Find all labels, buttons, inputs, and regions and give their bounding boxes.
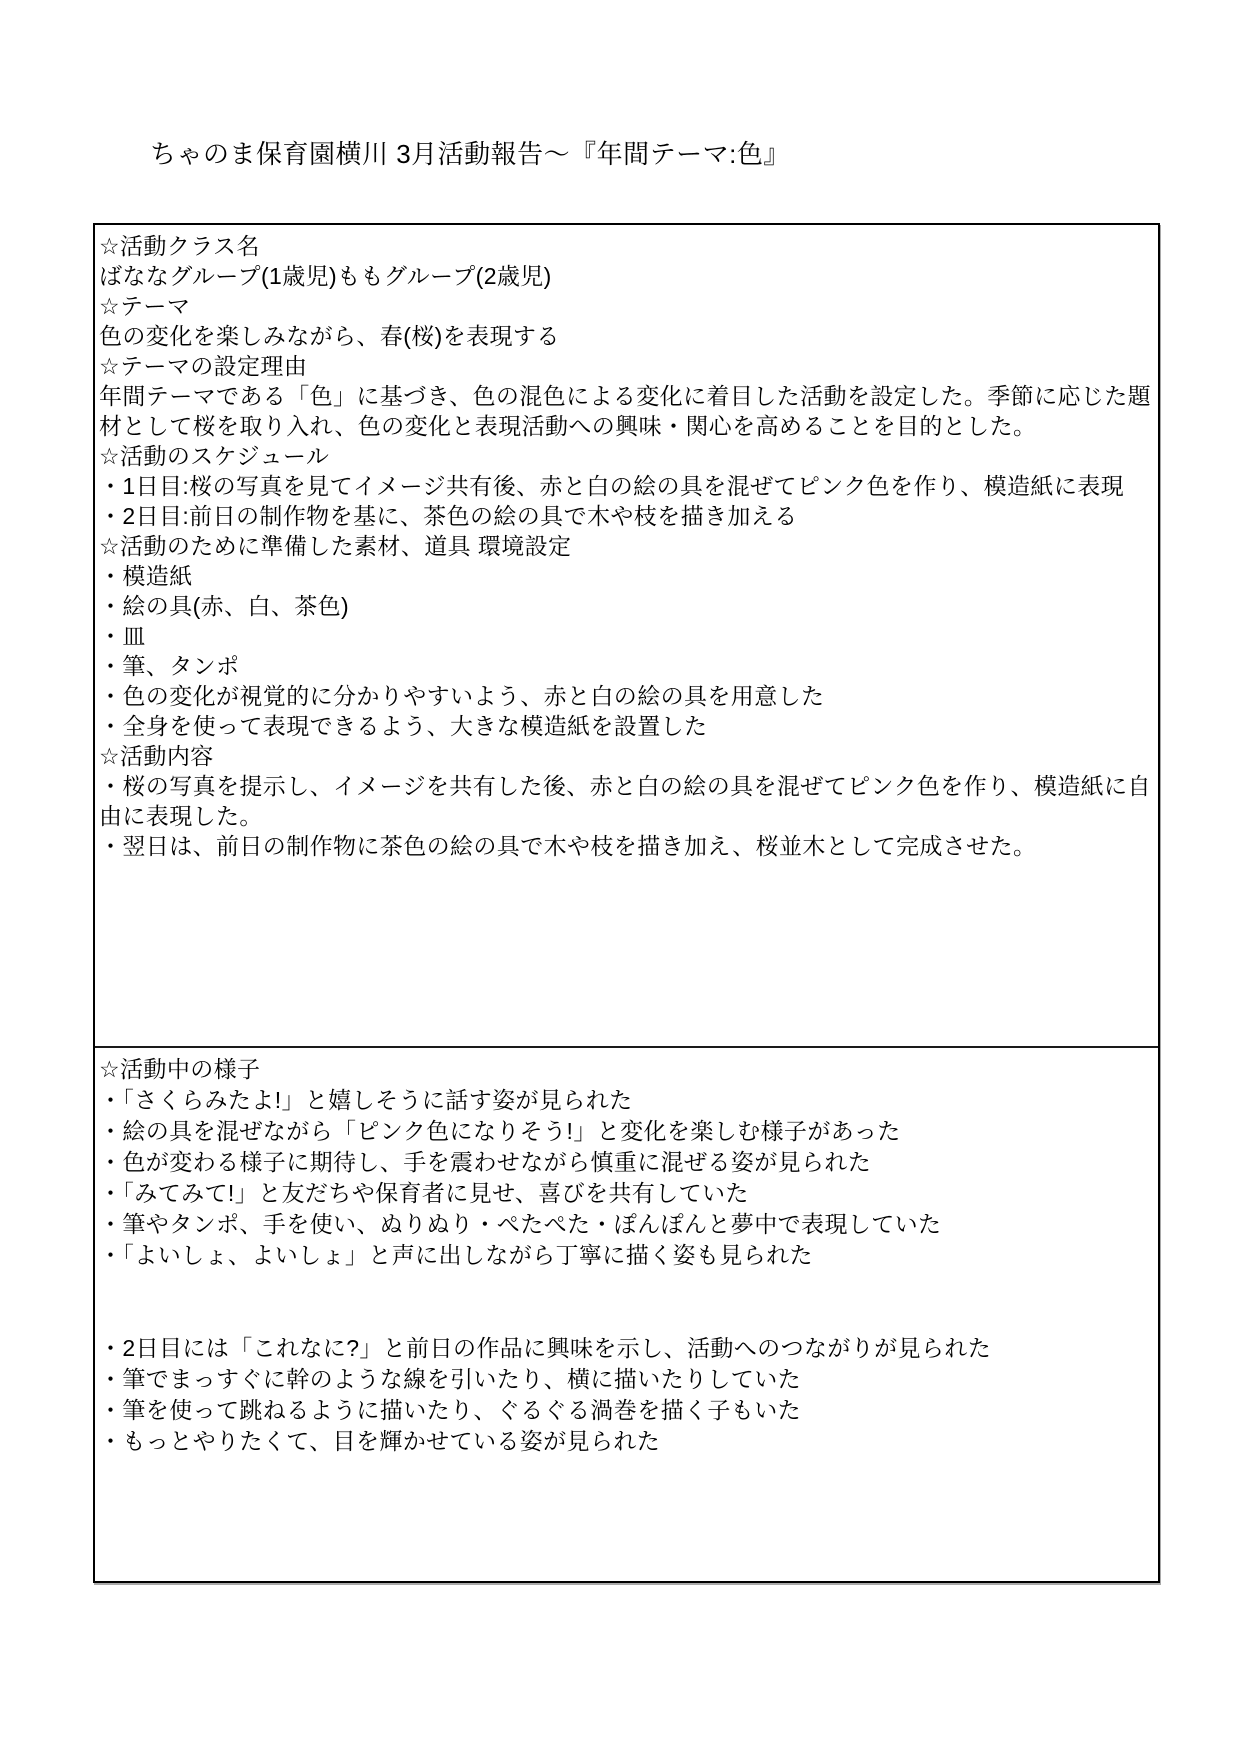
page-title: ちゃのま保育園横川 3月活動報告〜『年間テーマ:色』 bbox=[150, 139, 790, 169]
report-line: ・色の変化が視覚的に分かりやすいよう、赤と白の絵の具を用意した bbox=[99, 683, 825, 709]
report-line: ・桜の写真を提示し、イメージを共有した後、赤と白の絵の具を混ぜてピンク色を作り、模造紙に自由に表現した。 bbox=[99, 773, 1151, 829]
report-line: ・絵の具(赤、白、茶色) bbox=[99, 593, 350, 619]
report-line: ・色が変わる様子に期待し、手を震わせながら慎重に混ぜる姿が見られた bbox=[99, 1149, 872, 1175]
section-activity-overview bbox=[95, 225, 1158, 1048]
report-line: ・「さくらみたよ!」と嬉しそうに話す姿が見られた bbox=[99, 1087, 633, 1113]
report-line: ・筆を使って跳ねるように描いたり、ぐるぐる渦巻を描く子もいた bbox=[99, 1397, 801, 1423]
report-line: ・模造紙 bbox=[99, 563, 193, 589]
report-line: ・もっとやりたくて、目を輝かせている姿が見られた bbox=[99, 1428, 661, 1454]
report-line: ・「みてみて!」と友だちや保育者に見せ、喜びを共有していた bbox=[99, 1180, 749, 1206]
report-line: ・絵の具を混ぜながら「ピンク色になりそう!」と変化を楽しむ様子があった bbox=[99, 1118, 901, 1144]
report-line: ・2日目:前日の制作物を基に、茶色の絵の具で木や枝を描き加える bbox=[99, 503, 798, 529]
report-line: ☆活動中の様子 bbox=[99, 1056, 261, 1082]
blank-line bbox=[99, 1271, 1152, 1302]
report-line: ☆活動のスケジュール bbox=[99, 443, 330, 469]
report-line: ・筆やタンポ、手を使い、ぬりぬり・ぺたぺた・ぽんぽんと夢中で表現していた bbox=[99, 1211, 942, 1237]
report-line: ☆活動のために準備した素材、道具 環境設定 bbox=[99, 533, 572, 559]
report-line: 年間テーマである「色」に基づき、色の混色による変化に着目した活動を設定した。季節に応じた題材として桜を取り入れ、色の変化と表現活動への興味・関心を高めることを目的とした。 bbox=[99, 383, 1152, 439]
report-line: ・全身を使って表現できるよう、大きな模造紙を設置した bbox=[99, 713, 708, 739]
report-line: ☆テーマの設定理由 bbox=[99, 353, 308, 379]
report-line: ☆活動内容 bbox=[99, 743, 214, 769]
report-line: 色の変化を楽しみながら、春(桜)を表現する bbox=[99, 323, 560, 349]
blank-line bbox=[99, 1302, 1152, 1333]
report-line: ・筆、タンポ bbox=[99, 653, 240, 679]
report-line: ・2日目には「これなに?」と前日の作品に興味を示し、活動へのつながりが見られた bbox=[99, 1335, 992, 1361]
report-box bbox=[93, 223, 1160, 1583]
section-activity-observations bbox=[95, 1048, 1158, 1579]
report-line: ☆活動クラス名 bbox=[99, 233, 260, 259]
report-line: ・皿 bbox=[99, 623, 146, 649]
report-line: ・「よいしょ、よいしょ」と声に出しながら丁寧に描く姿も見られた bbox=[99, 1242, 813, 1268]
report-line: ・翌日は、前日の制作物に茶色の絵の具で木や枝を描き加え、桜並木として完成させた。 bbox=[99, 833, 1037, 859]
report-line: ・1日目:桜の写真を見てイメージ共有後、赤と白の絵の具を混ぜてピンク色を作り、模造紙に表現 bbox=[99, 473, 1125, 499]
report-line: ☆テーマ bbox=[99, 293, 191, 319]
report-line: ばななグループ(1歳児)ももグループ(2歳児) bbox=[99, 263, 552, 289]
report-line: ・筆でまっすぐに幹のような線を引いたり、横に描いたりしていた bbox=[99, 1366, 801, 1392]
